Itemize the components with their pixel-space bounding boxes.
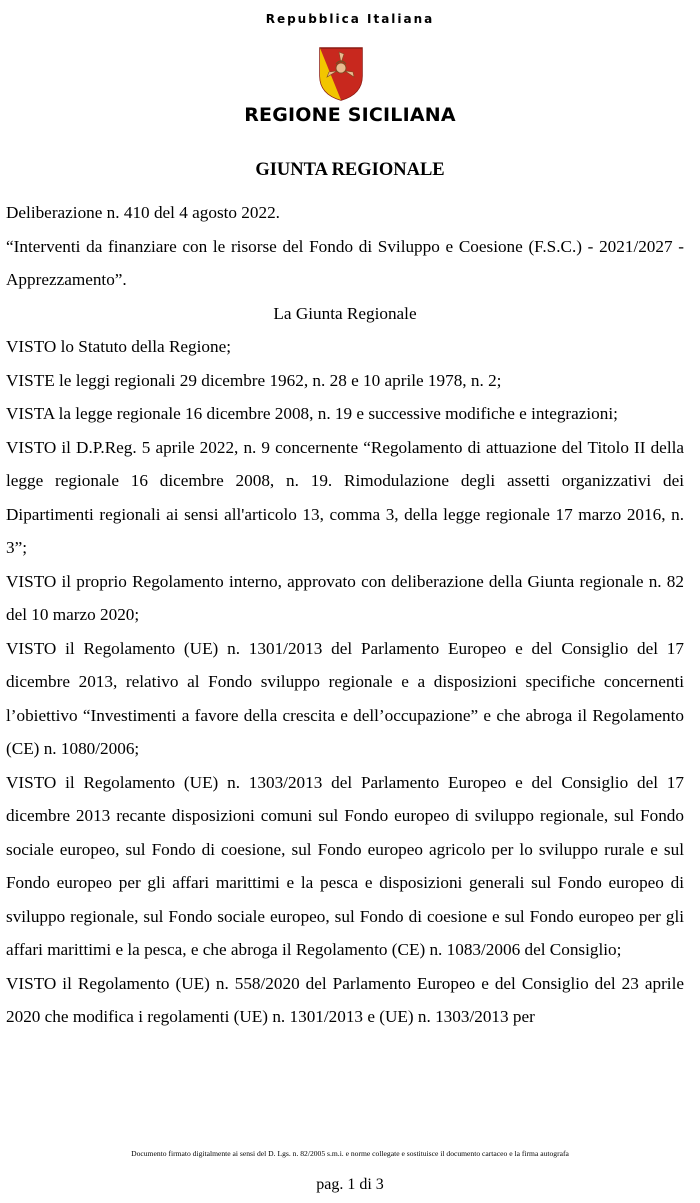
republic-label: Repubblica Italiana [265, 12, 435, 26]
page-number: pag. 1 di 3 [316, 1176, 384, 1193]
trinacria-emblem-icon [318, 46, 364, 102]
region-name: REGIONE SICILIANA [244, 104, 456, 126]
paragraph-subject: “Interventi da finanziare con le risorse del Fondo di Sviluppo e Coesione (F.S.C.) - 2021/2027 - Apprezzamento”. [6, 236, 684, 289]
paragraph-visto-statuto: VISTO lo Statuto della Regione; [6, 337, 232, 356]
document-body [6, 196, 684, 1034]
paragraph-visto-dpreg: VISTO il D.P.Reg. 5 aprile 2022, n. 9 concernente “Regolamento di attuazione del Titolo II della legge regionale 16 dicembre 2008, n. 19. Rimodulazione degli assetti organizzativi dei Dipartimenti regionali ai sensi all'articolo 13, comma 3, della legge regionale 17 marzo 2016, n. 3”; [6, 437, 684, 557]
paragraph-heading: La Giunta Regionale [273, 303, 417, 323]
paragraph-visto-reg-1303: VISTO il Regolamento (UE) n. 1303/2013 del Parlamento Europeo e del Consiglio del 17 dicembre 2013 recante disposizioni comuni sul Fondo europeo di sviluppo regionale, sul Fondo sociale europeo, sul Fondo di coesione, sul Fondo europeo agricolo per lo sviluppo rurale e sul Fondo europeo per gli affari marittimi e la pesca e disposizioni generali sul Fondo europeo di sviluppo regionale, sul Fondo sociale europeo, sul Fondo di coesione e sul Fondo europeo per gli affari marittimi e la pesca, e che abroga il Regolamento (CE) n. 1083/2006 del Consiglio; [6, 772, 684, 959]
paragraph-viste-leggi: VISTE le leggi regionali 29 dicembre 1962, n. 28 e 10 aprile 1978, n. 2; [6, 370, 502, 390]
paragraph-vista-legge: VISTA la legge regionale 16 dicembre 2008, n. 19 e successive modifiche e integrazioni; [6, 404, 618, 423]
page-title: GIUNTA REGIONALE [255, 160, 445, 180]
paragraph-visto-regolamento-interno: VISTO il proprio Regolamento interno, approvato con deliberazione della Giunta regionale n. 82 del 10 marzo 2020; [6, 571, 684, 624]
paragraph-deliberation: Deliberazione n. 410 del 4 agosto 2022. [6, 203, 280, 222]
paragraph-visto-reg-1301: VISTO il Regolamento (UE) n. 1301/2013 del Parlamento Europeo e del Consiglio del 17 dicembre 2013, relativo al Fondo sviluppo regionale e a disposizioni specifiche concernenti l’obiettivo “Investimenti a favore della crescita e dell’occupazione” e che abroga il Regolamento (CE) n. 1080/2006; [6, 638, 684, 758]
footer-note: Documento firmato digitalmente ai sensi del D. Lgs. n. 82/2005 s.m.i. e norme collegate e sostituisce il documento cartaceo e la firma autografa [131, 1149, 569, 1158]
paragraph-visto-reg-558: VISTO il Regolamento (UE) n. 558/2020 del Parlamento Europeo e del Consiglio del 23 aprile 2020 che modifica i regolamenti (UE) n. 1301/2013 e (UE) n. 1303/2013 per [6, 973, 684, 1026]
